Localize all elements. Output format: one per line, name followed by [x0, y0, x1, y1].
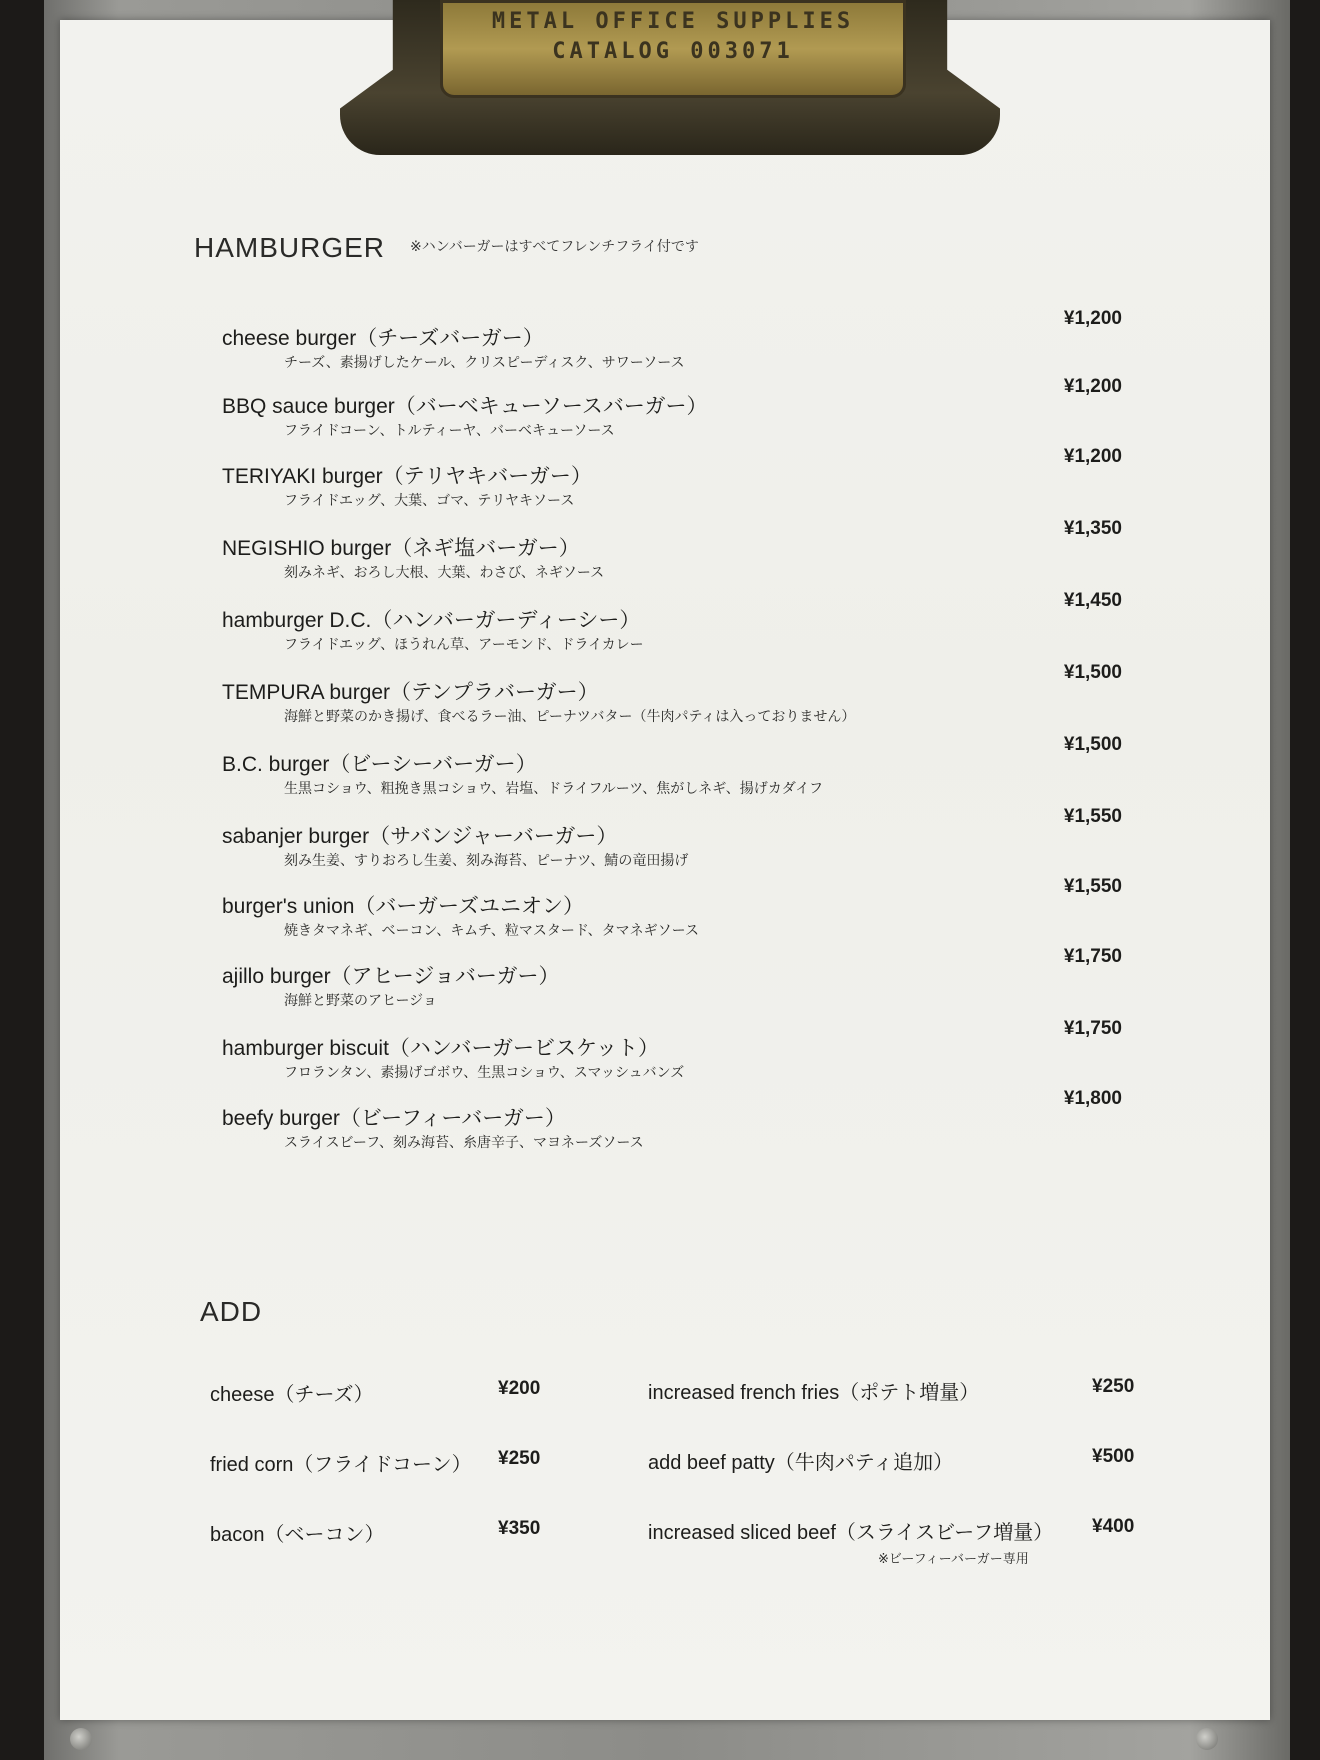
menu-item-desc: 海鮮と野菜のアヒージョ: [284, 993, 437, 1009]
menu-item-desc: 生黒コショウ、粗挽き黒コショウ、岩塩、ドライフルーツ、焦がしネギ、揚げカダイフ: [284, 781, 823, 797]
menu-item-name: NEGISHIO burger（ネギ塩バーガー）: [222, 537, 580, 560]
clip-label-line-1: METAL OFFICE SUPPLIES: [491, 9, 855, 34]
menu-item-desc: フライドコーン、トルティーヤ、バーベキューソース: [284, 423, 615, 439]
menu-item-desc: スライスビーフ、刻み海苔、糸唐辛子、マヨネーズソース: [284, 1135, 644, 1151]
menu-item: [222, 946, 1122, 1020]
menu-item-desc: 刻みネギ、おろし大根、大葉、わさび、ネギソース: [284, 565, 605, 581]
add-item: [648, 1376, 1148, 1406]
menu-item-desc: フライドエッグ、ほうれん草、アーモンド、ドライカレー: [284, 637, 644, 653]
add-section-title: ADD: [200, 1296, 263, 1327]
menu-item-name: beefy burger（ビーフィーバーガー）: [222, 1107, 566, 1130]
menu-item: [222, 1088, 1122, 1162]
menu-item-name: hamburger biscuit（ハンバーガービスケット）: [222, 1037, 659, 1060]
menu-item-price: ¥1,200: [1063, 308, 1122, 329]
add-item-price: ¥200: [498, 1378, 541, 1399]
menu-item-name: BBQ sauce burger（バーベキューソースバーガー）: [222, 395, 708, 418]
menu-item: [222, 308, 1122, 382]
menu-item-name: burger's union（バーガーズユニオン）: [222, 895, 584, 918]
menu-item: [222, 376, 1122, 450]
menu-item: [222, 876, 1122, 950]
menu-item-price: ¥1,800: [1063, 1088, 1122, 1109]
menu-item-desc: フライドエッグ、大葉、ゴマ、テリヤキソース: [284, 493, 575, 509]
menu-item-price: ¥1,200: [1063, 376, 1122, 397]
add-item-name: add beef patty（牛肉パティ追加）: [648, 1452, 954, 1474]
add-item-price: ¥250: [1092, 1376, 1135, 1397]
menu-item-name: ajillo burger（アヒージョバーガー）: [222, 965, 560, 988]
add-item-price: ¥350: [498, 1518, 541, 1539]
menu-item-name: sabanjer burger（サバンジャーバーガー）: [222, 825, 618, 848]
add-item-price: ¥250: [498, 1448, 541, 1469]
menu-item: [222, 1018, 1122, 1092]
menu-item-price: ¥1,500: [1063, 734, 1122, 755]
hamburger-section-title: HAMBURGER: [194, 232, 386, 263]
add-item: [648, 1446, 1148, 1476]
add-item-price: ¥400: [1092, 1516, 1135, 1537]
clip-label-line-2: CATALOG 003071: [552, 39, 794, 64]
menu-item-price: ¥1,200: [1063, 446, 1122, 467]
menu-item-price: ¥1,350: [1063, 518, 1122, 539]
menu-item: [222, 806, 1122, 880]
add-item-name: increased sliced beef（スライスビーフ増量）: [648, 1522, 1054, 1544]
menu-item: [222, 518, 1122, 592]
menu-item-name: cheese burger（チーズバーガー）: [222, 327, 544, 350]
menu-item-desc: チーズ、素揚げしたケール、クリスピーディスク、サワーソース: [284, 355, 685, 371]
menu-item-price: ¥1,550: [1063, 806, 1122, 827]
menu-item: [222, 446, 1122, 520]
menu-item-price: ¥1,450: [1063, 590, 1122, 611]
menu-item-name: TEMPURA burger（テンプラバーガー）: [222, 681, 599, 704]
hamburger-section-note: ※ハンバーガーはすべてフレンチフライ付です: [410, 239, 699, 255]
menu-item-name: B.C. burger（ビーシーバーガー）: [222, 753, 537, 776]
menu-item: [222, 734, 1122, 808]
add-item-name: cheese（チーズ）: [210, 1384, 374, 1406]
add-item: [210, 1448, 550, 1478]
add-note: ※ビーフィーバーガー専用: [878, 1552, 1029, 1567]
menu-item-price: ¥1,500: [1063, 662, 1122, 683]
menu-item-price: ¥1,550: [1063, 876, 1122, 897]
menu-item-desc: 焼きタマネギ、ベーコン、キムチ、粒マスタード、タマネギソース: [284, 923, 699, 939]
menu-item-name: hamburger D.C.（ハンバーガーディーシー）: [222, 609, 641, 632]
add-item-name: bacon（ベーコン）: [210, 1524, 385, 1546]
menu-item-desc: 海鮮と野菜のかき揚げ、食べるラー油、ピーナツバター（牛肉パティは入っておりません）: [284, 709, 856, 725]
add-item: [648, 1516, 1148, 1546]
menu-item: [222, 662, 1122, 736]
add-item: [210, 1378, 550, 1408]
menu-item-price: ¥1,750: [1063, 946, 1122, 967]
menu-item-desc: 刻み生姜、すりおろし生姜、刻み海苔、ピーナツ、鯖の竜田揚げ: [284, 853, 689, 869]
add-item-name: fried corn（フライドコーン）: [210, 1454, 472, 1476]
add-item-price: ¥500: [1092, 1446, 1135, 1467]
add-item-name: increased french fries（ポテト増量）: [648, 1382, 980, 1404]
menu-item: [222, 590, 1122, 664]
menu-item-desc: フロランタン、素揚げゴボウ、生黒コショウ、スマッシュバンズ: [284, 1065, 685, 1081]
add-item: [210, 1518, 550, 1548]
menu-item-price: ¥1,750: [1063, 1018, 1122, 1039]
menu-item-name: TERIYAKI burger（テリヤキバーガー）: [222, 465, 592, 488]
